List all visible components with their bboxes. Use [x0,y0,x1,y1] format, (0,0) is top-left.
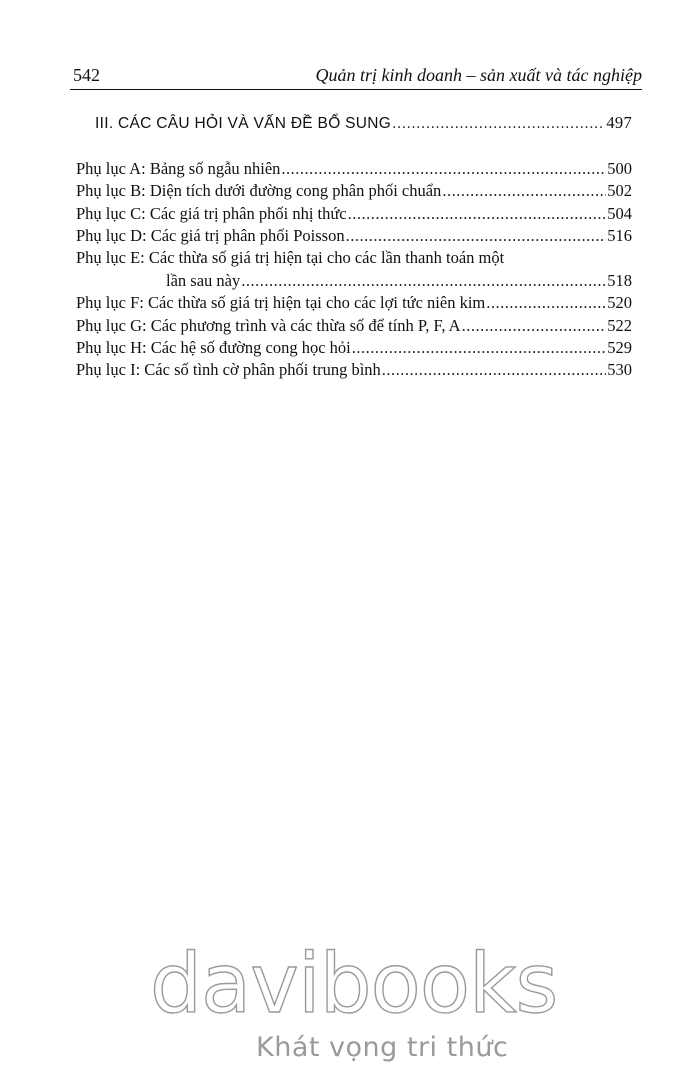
toc-appendix-prefix: Phụ lục F: [76,293,144,312]
toc-appendix-title: Các hệ số đường cong học hỏi [150,338,351,357]
toc-appendix-e [76,247,632,269]
header-rule [70,89,642,90]
toc-appendix-d [76,225,632,247]
toc-leader-dots [352,337,606,359]
toc-leader-dots [346,225,607,247]
toc-appendix-c [76,203,632,225]
toc-appendix-e-continuation [166,270,632,292]
toc-leader-dots [241,270,606,292]
toc-leader-dots [392,113,605,135]
toc-page-ref: 500 [607,159,632,178]
toc-appendix-title: Các thừa số giá trị hiện tại cho các lần thanh toán một [148,248,505,267]
toc-page-ref: 530 [607,360,632,379]
toc-page-ref: 520 [607,293,632,312]
toc-leader-dots [281,158,606,180]
toc-page-ref: 502 [607,181,632,200]
toc-section-label: III. CÁC CÂU HỎI VÀ VẤN ĐỀ BỔ SUNG [95,115,392,132]
toc-leader-dots [348,203,607,225]
toc-page-ref: 497 [606,113,632,132]
toc-leader-dots [486,292,606,314]
toc-appendix-title: Diện tích dưới đường cong phân phối chuẩn [149,181,442,200]
toc-appendix-g [76,315,632,337]
watermark-tagline: Khát vọng tri thức [256,1032,509,1063]
toc-appendix-title: Bảng số ngẫu nhiên [149,159,281,178]
toc-leader-dots [442,180,606,202]
toc-appendix-title: Các phương trình và các thừa số để tính P, F, A [150,316,461,335]
toc-page-ref: 518 [607,271,632,290]
page-number: 542 [73,65,100,85]
toc-page-ref: 522 [607,316,632,335]
toc-appendix-a [76,158,632,180]
toc-appendix-prefix: Phụ lục B: [76,181,146,200]
toc-appendix-i [76,359,632,381]
toc-appendix-prefix: Phụ lục D: [76,226,147,245]
toc-appendix-prefix: Phụ lục C: [76,204,146,223]
toc-appendix-prefix: Phụ lục G: [76,316,147,335]
running-title: Quản trị kinh doanh – sản xuất và tác nghiệp [315,65,642,85]
toc-page-ref: 516 [607,226,632,245]
toc-page-ref: 504 [607,204,632,223]
toc-appendix-title: Các giá trị phân phối Poisson [150,226,345,245]
toc-leader-dots [462,315,607,337]
toc-leader-dots [382,359,606,381]
toc-appendix-b [76,180,632,202]
toc-appendix-prefix: Phụ lục E: [76,248,145,267]
toc-appendix-prefix: Phụ lục A: [76,159,146,178]
toc-appendix-title: Các số tình cờ phân phối trung bình [144,360,381,379]
toc-page-ref: 529 [607,338,632,357]
page-header [70,64,642,88]
toc-appendix-f [76,292,632,314]
toc-appendix-title: Các giá trị phân phối nhị thức [149,204,347,223]
toc-appendix-h [76,337,632,359]
toc-appendix-title: Các thừa số giá trị hiện tại cho các lợi tức niên kim [147,293,486,312]
toc-appendix-prefix: Phụ lục I: [76,360,141,379]
watermark-brand: davibooks [150,937,558,1032]
toc-appendix-title-continuation: lần sau này [166,271,241,290]
toc-section-iii [95,112,632,135]
toc-appendix-prefix: Phụ lục H: [76,338,147,357]
